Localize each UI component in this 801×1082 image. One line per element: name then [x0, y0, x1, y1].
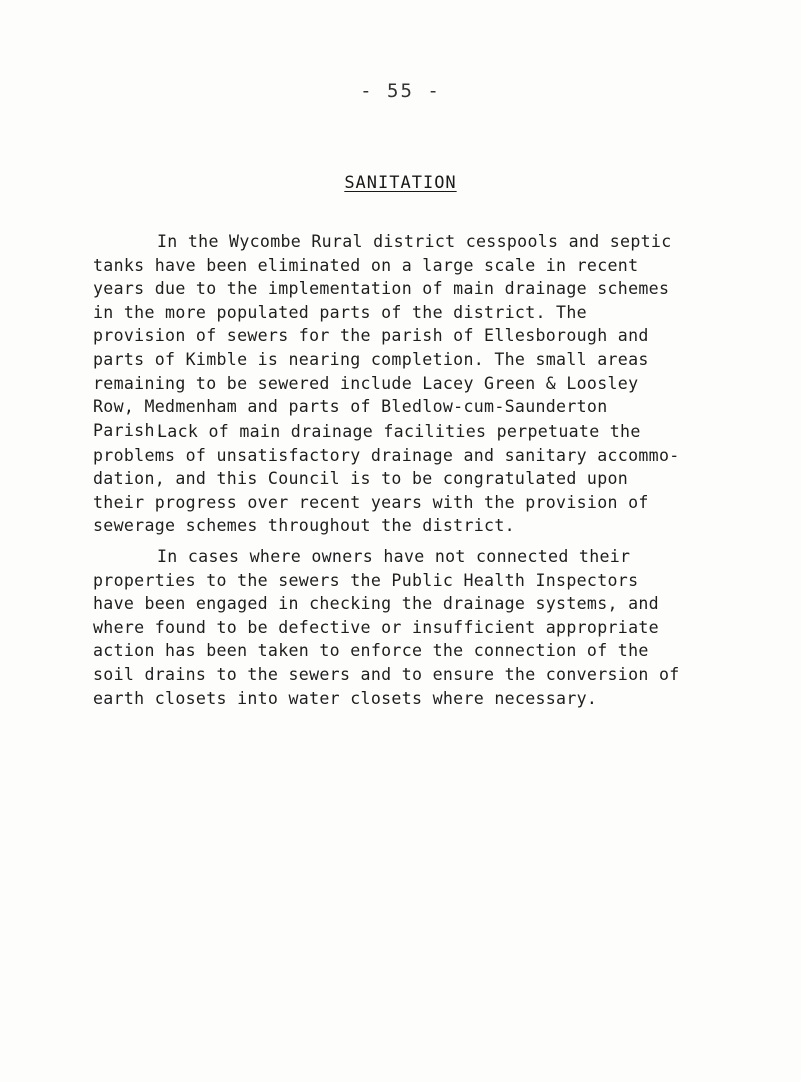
paragraph-line: dation, and this Council is to be congratulated upon	[93, 469, 629, 489]
section-heading	[0, 173, 801, 193]
paragraph-line: In cases where owners have not connected their	[157, 547, 631, 566]
paragraph-2	[93, 420, 793, 538]
paragraph-3	[93, 545, 793, 710]
paragraph-line: earth closets into water closets where necessary.	[93, 688, 598, 708]
paragraph-line: problems of unsatisfactory drainage and sanitary accommo-	[93, 445, 680, 465]
paragraph-line: Lack of main drainage facilities perpetuate the	[157, 422, 641, 441]
paragraph-line: Row, Medmenham and parts of Bledlow-cum-Saunderton	[93, 397, 608, 417]
paragraph-line: In the Wycombe Rural district cesspools and septic	[157, 232, 672, 251]
paragraph-line: action has been taken to enforce the connection of the	[93, 641, 649, 661]
paragraph-line: years due to the implementation of main drainage schemes	[93, 279, 670, 299]
paragraph-line: have been engaged in checking the drainage systems, and	[93, 594, 659, 614]
paragraph-line: where found to be defective or insufficient appropriate	[93, 617, 659, 637]
paragraph-line: parts of Kimble is nearing completion. The small areas	[93, 349, 649, 369]
paragraph-line: remaining to be sewered include Lacey Green & Loosley	[93, 373, 639, 393]
paragraph-line: provision of sewers for the parish of Ellesborough and	[93, 326, 649, 346]
paragraph-1	[93, 230, 793, 442]
paragraph-line: properties to the sewers the Public Health Inspectors	[93, 570, 639, 590]
page-number: - 55 -	[360, 80, 441, 102]
paragraph-line: in the more populated parts of the district. The	[93, 302, 587, 322]
paragraph-line: soil drains to the sewers and to ensure the conversion of	[93, 664, 680, 684]
paragraph-line: sewerage schemes throughout the district.	[93, 516, 515, 536]
paragraph-line: tanks have been eliminated on a large scale in recent	[93, 255, 639, 275]
paragraph-line: their progress over recent years with the provision of	[93, 492, 649, 512]
section-heading-text: SANITATION	[344, 173, 457, 193]
paragraph-line: Parish.	[93, 420, 166, 440]
